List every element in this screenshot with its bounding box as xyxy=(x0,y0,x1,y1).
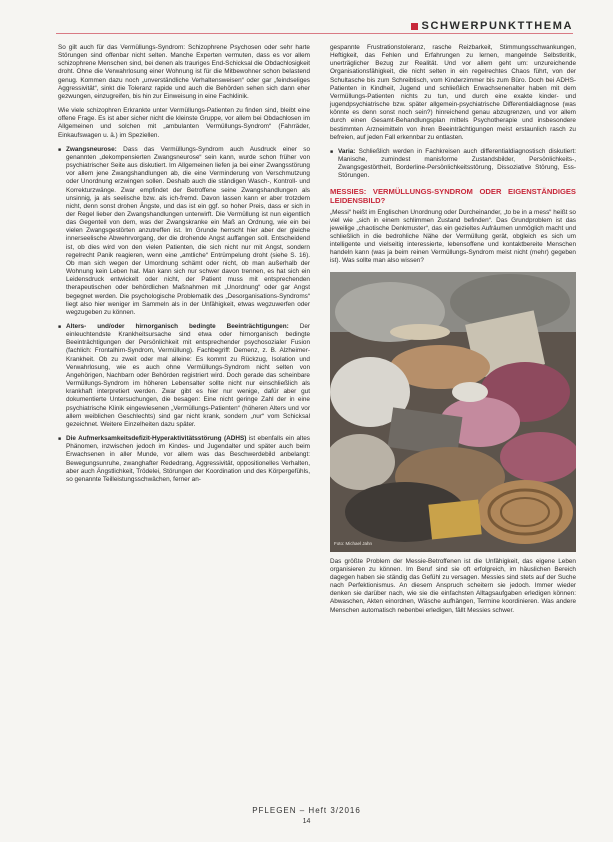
messies-heading: MESSIES: VERMÜLLUNGS-SYNDROM ODER EIGENSTÄNDIGES LEIDENSBILD? xyxy=(330,186,576,205)
bullet-term: Alters- und/oder hirnorganisch bedingte Beeinträchtigungen: xyxy=(66,323,289,330)
bullet-text: ist ebenfalls ein altes Phänomen, inzwischen jedoch im Kindes- und Jugendalter und später auch beim Erwachsenen in aller Munde, vor allem was das Beschwerdebild anbelangt: Bewegungsunruhe, zwanghafter Rededrang, Aggressivität, oppositionelles Verhalten, aber auch Ängstlichkeit, Trödelei, Störungen der Koordination und des Körpergefühls, so genannte Teilleistungsschwächen, ferner an- xyxy=(66,435,310,483)
bullet-zwangsneurose xyxy=(58,146,310,317)
left-paragraph-2: Wie viele schizophren Erkrankte unter Vermüllungs-Patienten zu finden sind, bleibt eine offene Frage. Es ist aber sicher nicht die kleinste Gruppe, vor allem bei Obdachlosen im Allgemeinen und solchen mit „ambulanten Vermüllungs-Syndrom“ (Fahrräder, Einkaufswagen u. ä.) im Speziellen. xyxy=(58,107,310,139)
header-rule xyxy=(56,33,573,34)
bullet-text: Dass das Vermüllungs-Syndrom auch Ausdruck einer so genannten „dekompensierten Zwangsneurose“ sein kann, wurde schon früher von psychiatrischer Seite aus diskutiert. Im Allgemeinen liefen ja bei einer Zwangsstörung vor allem jene Zwangshandlungen ab, die eine Verminderung von Verschmutzung oder Unordnung erzwingen sollen. Deshalb auch die ständigen Wasch-, Kontroll- und Korrekturzwänge. Zwar empfindet der Betroffene seine Zwangshandlungen als unsinnig, ja als seelische bzw. als ich-fremd. Davon lassen kann er aber trotzdem nicht, denn sonst drohen Ängste, und das ist ein ggf. so hoher Preis, dass er sich in der Regel lieber den Zwangshandlungen unterwirft. Die Vermüllung ist nun eigentlich das Gegenteil von dem, was der Zwangskranke ein Maß an Ordnung, wie ein bei vielen Zwangsgestörten anzutreffen ist. Im Grunde herrscht hier aber der gleiche innerseelische Abwehrvorgang, der die drohende Angst auffangen soll. Entscheidend ist, ob dies wird von den vielen Patienten, die sich nicht nur mit Angst, sondern regelrecht Panik reagieren, wenn eine „amtliche“ Entrümpelung droht (siehe S. 16). Ob man sich wegen der Umordnung schämt oder nicht, ob man außerhalb der Wohnung kein Leben hat. Man kann sich nur schwer davon trennen, es hat sich ein Leidensdruck entwickelt oder nicht, der Patient muss mit entsprechenden therapeutischen oder behördlichen Maßnahmen mit „Unordnung“ oder gar Angst begegnet werden. Die psychologische Problematik des „Desorganisations-Syndroms“ liegt also hier weniger im Sammeln als in der Unfähigkeit, etwas wegzuwerfen oder wegzugeben zu können. xyxy=(66,145,310,316)
bullet-text: Der einleuchtendste Krankheitsursache sind etwa oder hirnorganisch bedingte Beeinträchtigungen der Persönlichkeit mit entsprechender psychosozialer Fusion (fachlich: Frontalhirn-Syndrom, Vermüllung). Fachbegriff: Demenz, z. B. Alzheimer-Krankheit. Ob zu zweit oder mal alleine: Es kommt zu Rückzug, Isolation und Verwahrlosung, wie es auch ohne Vermüllungs-Syndrom nicht selten von Angehörigen, Nachbarn oder Behörden registriert wird. Doch gerade das scheinbare Vermüllungs-Syndrom im höheren Lebensalter sollte nicht nur einschließlich als krankhaft interpretiert werden. Zwar gibt es hier nur wenige, dafür aber gut dokumentierte Untersuchungen, die besagen: Eine nicht geringe Zahl der in eine psychiatrische Klinik eingewiesenen „Vermüllungs-Patienten“ (höheren Alters und vor allem weiblichen Geschlechts) sind gar nicht krank, sondern „nur“ vom Schicksal gezeichnet. Weitere Einzelheiten dazu später. xyxy=(66,323,310,428)
right-column xyxy=(330,44,576,621)
header-marker-square xyxy=(411,23,418,30)
bullet-term: Varia: xyxy=(338,147,356,155)
bullet-term: Die Aufmerksamkeitsdefizit-Hyperaktivitätsstörung (ADHS) xyxy=(66,435,247,443)
left-bullet-list xyxy=(58,146,310,484)
clutter-illustration xyxy=(330,272,576,552)
right-paragraph-1: gespannte Frustrationstoleranz, rasche Reizbarkeit, Stimmungsschwankungen, Heftigkeit, das Fehlen und Erfahrungen zu lernen, mangelnde Selbstkritik, unerträglicher Bezug zur Realität. Und vor allem geht um: unzureichende Organisationsfähigkeit, die nicht selten in ein regelrechtes Chaos führt, von der Schultasche bis zum Schreibtisch, vom Kinderzimmer bis zum Büro. Doch bei ADHS-Patienten in Kindheit, Jugend und schließlich Erwachsenenalter haben mit dem Vermüllungs-Patienten nichts zu tun, und durch eine exakte kinder- und jugendpsychiatrische bzw. später allgemein-psychiatrische Differentialdiagnose (was könnte es denn sonst noch sein?) hinreichend genau abzugrenzen, und vor allem durch einen Gesamt-Behandlungsplan mittels Psychotherapie und insbesondere bestimmten Arzneimitteln von ihren Beeinträchtigungen meist erstaunlich rasch zu befreien, auf jeden Fall erkennbar zu entlasten. xyxy=(330,44,576,141)
right-bullet-list xyxy=(330,148,576,181)
section-header xyxy=(411,20,573,32)
photo-credit: Foto: Michael Jahn xyxy=(334,541,373,547)
right-paragraph-3: Das größte Problem der Messie-Betroffenen ist die Unfähigkeit, das eigene Leben organisieren zu können. Im Beruf sind sie oft erfolgreich, im häuslichen Bereich dagegen haben sie ständig das Gefühl zu versagen. Messies sind stets auf der Suche nach Perfektionismus. An diesem Anspruch scheitern sie jedoch. Immer wieder denken sie darüber nach, wie sie die einfachsten Alltagsaufgaben erledigen können: Abwaschen, Akten einordnen, Wäsche aufhängen, Termine koordinieren. Was andere Menschen automatisch nebenbei erledigen, fällt Messies schwer. xyxy=(330,557,576,614)
clutter-photo xyxy=(330,272,576,552)
bullet-adhs xyxy=(58,435,310,484)
footer-issue: PFLEGEN – Heft 3/2016 xyxy=(252,806,361,815)
bullet-term: Zwangsneurose: xyxy=(66,145,117,153)
left-paragraph-1: So gilt auch für das Vermüllungs-Syndrom: Schizophrene Psychosen oder sehr harte Störungen sind offenbar nicht selten. Manche Experten vermuten, dass es vor allem schizophrene Menschen sind, bei denen als trauriges End-Schicksal die Obdachlosigkeit droht. Ohne die Verwahrlosung einer Wohnung ist für die Mitbewohner schon belastend genug. Kommen dazu noch „unverständliche Verhaltensweisen“ oder gar „feindseliges Aggressivität“, sinkt die Toleranz rapide und auch die Behörden sehen sich dann eher gezwungen, einzugreifen, bis hin zur Einweisung in eine Fachklinik. xyxy=(58,44,310,100)
page-number: 14 xyxy=(302,818,311,825)
bullet-text: Schließlich werden in Fachkreisen auch differentialdiagnostisch diskutiert: Manische, zumindest manisforme Zustandsbilder, Persönlichkeits-, Zwangsgestörtheit, Borderline-Persönlichkeitsstörung, Dissoziative Störung, Ess-Störungen. xyxy=(338,147,576,180)
left-column xyxy=(58,44,310,490)
section-title: SCHWERPUNKTTHEMA xyxy=(421,20,573,32)
bullet-alters-bedingt xyxy=(58,323,310,429)
right-paragraph-2: „Messi“ heißt im Englischen Unordnung oder Durcheinander, „to be in a mess“ heißt so viel wie „sich in einem schlimmen Zustand befinden“. Das Grundproblem ist das jeweilige „chaotische Denkmuster“, das ein gezieltes Aufräumen unmöglich macht und schließlich in die bedrohliche Nähe der Vermüllung gerät, obgleich es sich um intelligente und vielseitig interessierte, lebensoffene und kontaktbereite Menschen handeln kann (was ja beim reinen Vermüllungs-Syndrom meist nicht (mehr) gegeben ist). Was sollte man also wissen? xyxy=(330,208,576,265)
bullet-varia xyxy=(330,148,576,181)
